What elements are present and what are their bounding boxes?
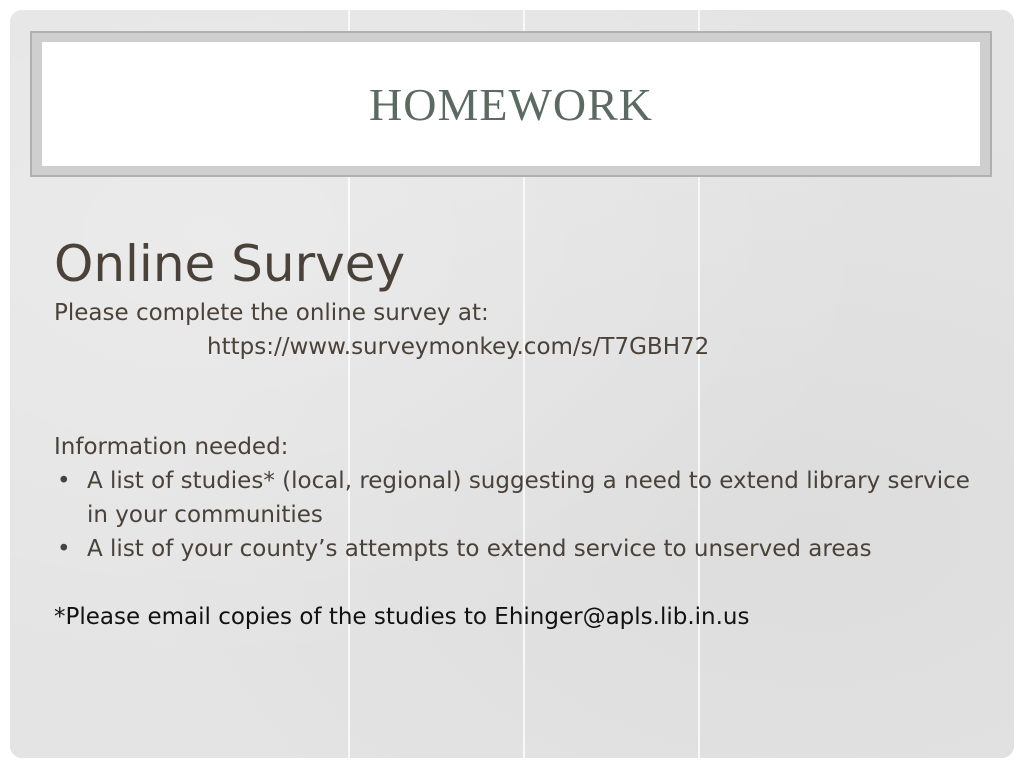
slide-content [54,232,974,634]
content-heading: Online Survey [54,235,406,293]
spacer [54,566,974,600]
bullet-icon: • [57,536,71,562]
title-box [42,42,980,166]
spacer [54,364,974,430]
slide [10,10,1014,758]
bullet-icon: • [57,468,71,494]
slide-title: HOMEWORK [369,78,653,130]
list-item-text: A list of studies* (local, regional) suggesting a need to extend library service in your communities [87,468,970,528]
email-note: *Please email copies of the studies to Ehinger@apls.lib.in.us [54,604,750,630]
title-frame [30,31,992,177]
intro-text: Please complete the online survey at: [54,300,489,326]
info-label: Information needed: [54,434,289,460]
bullet-list [54,464,974,566]
list-item-text: A list of your county’s attempts to extend service to unserved areas [87,536,872,562]
list-item [54,464,974,532]
list-item [54,532,974,566]
survey-link[interactable]: https://www.surveymonkey.com/s/T7GBH72 [207,334,710,360]
